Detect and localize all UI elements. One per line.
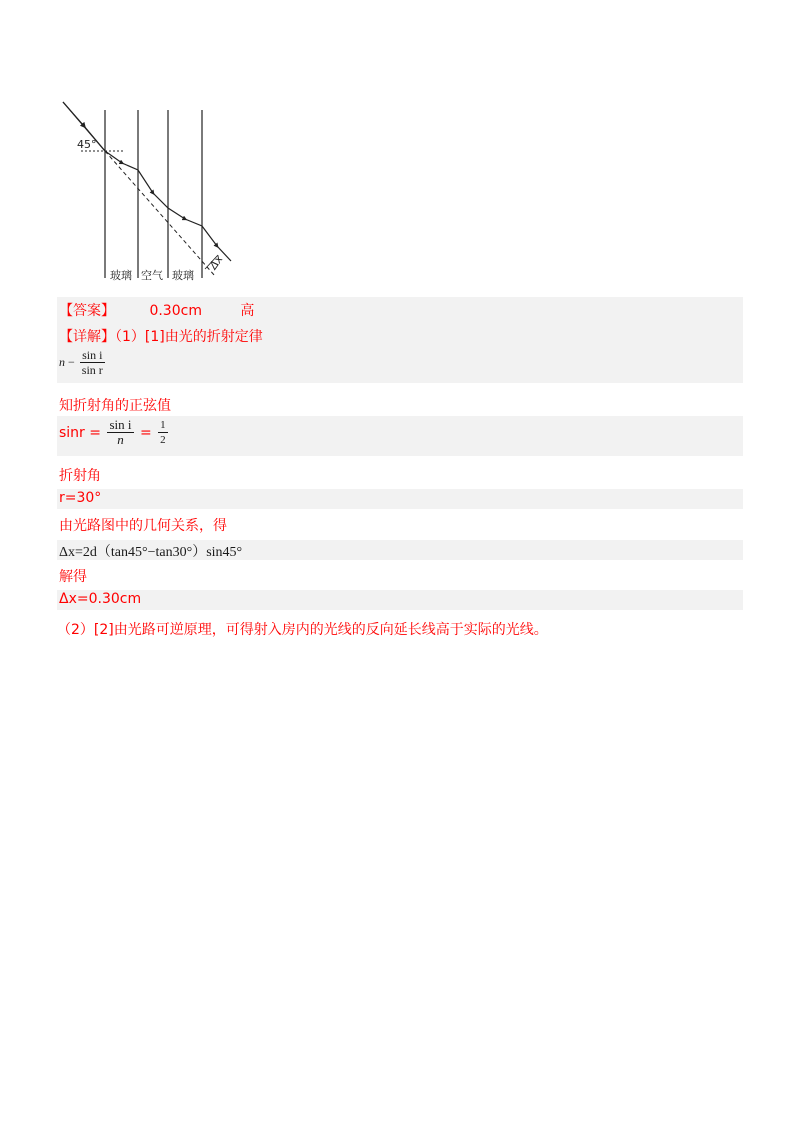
refraction-angle-label: 折射角 — [59, 468, 101, 484]
solve-label: 解得 — [59, 569, 87, 585]
snell-lhs: n — [59, 355, 65, 369]
sinr-fraction-2 — [158, 418, 168, 447]
geometry-text: 由光路图中的几何关系，得 — [59, 518, 227, 534]
answer-tag: 【答案】 — [59, 303, 115, 319]
r-value-band — [57, 489, 743, 509]
snell-formula — [59, 348, 107, 377]
sinr-eq-2: = — [139, 424, 152, 441]
layer-label-glass-right: 玻璃 — [172, 269, 194, 282]
detail-intro-line — [59, 326, 263, 346]
know-text: 知折射角的正弦值 — [59, 398, 171, 414]
incident-extension — [105, 151, 215, 276]
detail-tag: 【详解】 — [59, 329, 115, 345]
answer-line — [59, 300, 254, 320]
layer-label-air: 空气 — [141, 269, 163, 282]
r-value: r=30° — [59, 490, 102, 506]
sinr-fraction-1 — [107, 418, 133, 447]
sinr-lhs: sinr — [59, 424, 85, 441]
sinr-formula — [59, 418, 170, 447]
layer-label-glass-left: 玻璃 — [110, 269, 132, 282]
part1-intro: （1）[1]由光的折射定律 — [115, 329, 263, 345]
sinr-numerator-1: sin i — [109, 417, 132, 432]
snell-denominator: sin r — [81, 363, 103, 377]
snell-fraction — [80, 348, 105, 377]
snell-eq: − — [68, 355, 75, 369]
snell-numerator: sin i — [80, 348, 105, 363]
refraction-diagram — [55, 98, 245, 288]
sinr-eq: = — [89, 424, 101, 441]
sinr-denominator-1: n — [117, 432, 124, 447]
delta-formula: Δx=2d（tan45°−tan30°）sin45° — [59, 545, 243, 560]
delta-x-label: Δx — [206, 252, 226, 272]
delta-result-band — [57, 590, 743, 610]
part2-text: （2）[2]由光路可逆原理，可得射入房内的光线的反向延长线高于实际的光线。 — [57, 622, 548, 638]
sinr-numerator-2: 1 — [160, 419, 166, 431]
sinr-denominator-2: 2 — [160, 434, 166, 446]
angle-label: 45° — [77, 138, 97, 151]
delta-result: Δx=0.30cm — [59, 591, 142, 607]
answer-value-2: 高 — [240, 303, 255, 319]
answer-value-1: 0.30cm — [149, 303, 202, 319]
